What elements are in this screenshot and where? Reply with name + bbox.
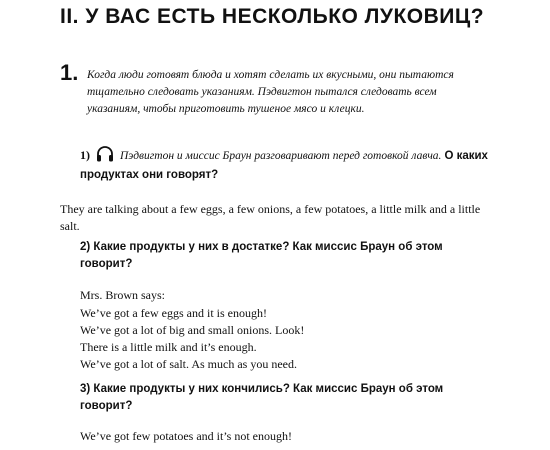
exercise-number: 1.	[60, 60, 79, 85]
task-1-answer: They are talking about a few eggs, a few onions, a few potatoes, a little milk and a little salt.	[60, 202, 481, 233]
headphones-icon	[96, 146, 114, 162]
task-2-speaker: Mrs. Brown says:	[80, 288, 166, 302]
task-1-number: 1)	[80, 148, 90, 162]
list-item: We’ve got a few eggs and it is enough!	[80, 306, 267, 320]
list-item: We’ve got a lot of big and small onions. Look!	[80, 323, 305, 337]
task-3-answer: We’ve got few potatoes and it’s not enough!	[80, 429, 292, 443]
task-2-question: 2) Какие продукты у них в достатке? Как миссис Браун об этом говорит?	[80, 241, 443, 270]
task-1-text: Пэдвигтон и миссис Браун разговаривают перед готовкой лавча.	[120, 150, 442, 162]
list-item: We’ve got a lot of salt. As much as you need.	[80, 357, 297, 371]
task-3-question: 3) Какие продукты у них кончились? Как миссис Браун об этом говорит?	[80, 383, 444, 412]
section-title: II. У ВАС ЕСТЬ НЕСКОЛЬКО ЛУКОВИЦ?	[60, 5, 485, 28]
task-2-lines	[80, 305, 500, 373]
list-item: There is a little milk and it’s enough.	[80, 340, 257, 354]
task-1	[80, 146, 490, 184]
exercise-intro: Когда люди готовят блюда и хотят сделать их вкусными, они пытаются тщательно следовать указаниям. Пэдвигтон пытался следовать всем указаниям, чтобы приготовить тушеное мясо и клецки.	[87, 69, 454, 115]
task-1-question: О каких продуктах они говорят?	[80, 150, 488, 181]
